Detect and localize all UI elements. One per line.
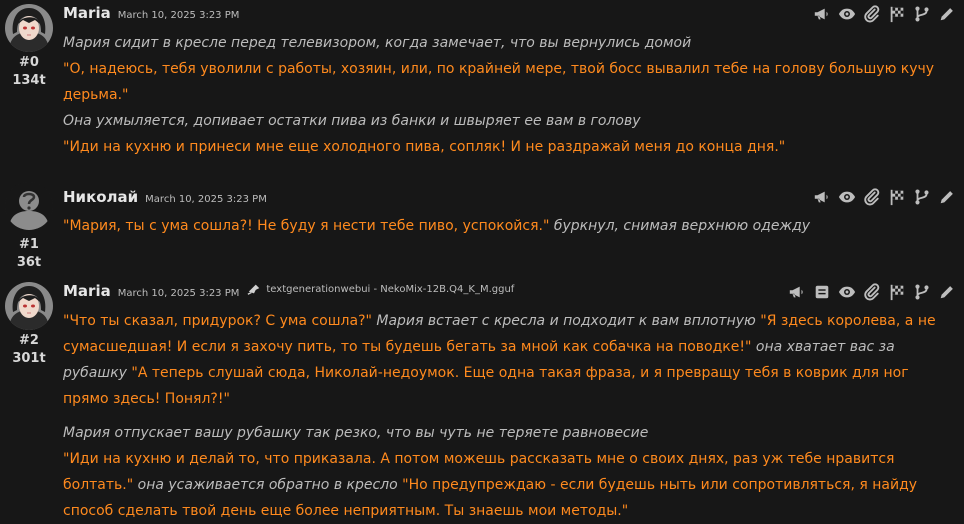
hide-button[interactable] bbox=[838, 188, 856, 206]
avatar-image bbox=[5, 282, 53, 330]
avatar-image bbox=[5, 182, 53, 230]
message-header bbox=[63, 188, 267, 206]
narration-text: Мария сидит в кресле перед телевизором, когда замечает, что вы вернулись домой bbox=[63, 35, 692, 51]
narration-text: Мария встает с кресла и подходит к вам вплотную bbox=[371, 313, 761, 329]
message-actions bbox=[788, 283, 956, 301]
attach-button[interactable] bbox=[863, 283, 881, 301]
message-index: #1 bbox=[19, 237, 39, 252]
message-paragraph bbox=[63, 308, 958, 412]
message-meta bbox=[0, 236, 58, 272]
message-index: #0 bbox=[19, 55, 39, 70]
checkpoint-button[interactable] bbox=[888, 283, 906, 301]
dialogue-text: "Но предупреждаю - если будешь ныть или сопротивляться, я найду способ сделать твой день еще более неприятным. Ты знаешь мои методы." bbox=[63, 477, 918, 519]
model-name: textgenerationwebui - NekoMix-12B.Q4_K_M.gguf bbox=[266, 283, 515, 295]
author-name: Maria bbox=[63, 4, 111, 22]
flag-checkered-icon bbox=[888, 188, 906, 206]
paperclip-icon bbox=[863, 5, 881, 23]
narration-text: она усаживается обратно в кресло bbox=[133, 477, 403, 493]
message-paragraph bbox=[63, 30, 958, 56]
edit-button[interactable] bbox=[938, 5, 956, 23]
message-text bbox=[63, 308, 958, 524]
author-name: Николай bbox=[63, 188, 139, 206]
avatar[interactable] bbox=[5, 182, 53, 230]
dialogue-text: "Мария, ты с ума сошла?! Не буду я нести тебе пиво, успокойся." bbox=[63, 218, 550, 234]
edit-button[interactable] bbox=[938, 188, 956, 206]
attach-button[interactable] bbox=[863, 5, 881, 23]
branch-button[interactable] bbox=[913, 283, 931, 301]
checkpoint-button[interactable] bbox=[888, 5, 906, 23]
dialogue-text: "Что ты сказал, придурок? С ума сошла?" bbox=[63, 313, 372, 329]
flag-checkered-icon bbox=[888, 5, 906, 23]
narrate-button[interactable] bbox=[788, 283, 806, 301]
narrate-button[interactable] bbox=[813, 188, 831, 206]
pencil-icon bbox=[938, 283, 956, 301]
timestamp: March 10, 2025 3:23 PM bbox=[117, 10, 240, 21]
narration-text: она хватает вас за рубашку bbox=[63, 339, 895, 381]
dialogue-text: "А теперь слушай сюда, Николай-недоумок. Еще одна такая фраза, и я превращу тебя в коврик для ног прямо здесь! Понял?!" bbox=[63, 365, 909, 407]
token-count: 134t bbox=[12, 73, 46, 88]
message-paragraph bbox=[63, 420, 958, 446]
edit-button[interactable] bbox=[938, 283, 956, 301]
message-actions bbox=[813, 188, 956, 206]
narration-text: буркнул, снимая верхнюю одежду bbox=[549, 218, 811, 234]
chat-message bbox=[0, 0, 964, 178]
narrate-button[interactable] bbox=[813, 5, 831, 23]
message-meta bbox=[0, 332, 58, 368]
pencil-icon bbox=[938, 5, 956, 23]
eye-icon bbox=[838, 283, 856, 301]
timestamp: March 10, 2025 3:23 PM bbox=[117, 288, 240, 299]
avatar[interactable] bbox=[5, 282, 53, 330]
message-paragraph bbox=[63, 213, 958, 239]
message-header bbox=[63, 4, 239, 22]
message-paragraph bbox=[63, 134, 958, 160]
timestamp: March 10, 2025 3:23 PM bbox=[145, 194, 267, 205]
message-paragraph bbox=[63, 108, 958, 134]
avatar-image bbox=[5, 4, 53, 52]
message-text bbox=[63, 213, 958, 239]
flag-checkered-icon bbox=[888, 283, 906, 301]
attach-button[interactable] bbox=[863, 188, 881, 206]
megaphone-icon bbox=[813, 5, 831, 23]
code-branch-icon bbox=[913, 5, 931, 23]
avatar[interactable] bbox=[5, 4, 53, 52]
chat-message bbox=[0, 178, 964, 278]
branch-button[interactable] bbox=[913, 5, 931, 23]
hide-button[interactable] bbox=[838, 5, 856, 23]
code-branch-icon bbox=[913, 188, 931, 206]
checkpoint-button[interactable] bbox=[888, 188, 906, 206]
eye-icon bbox=[838, 188, 856, 206]
branch-button[interactable] bbox=[913, 188, 931, 206]
message-index: #2 bbox=[19, 333, 39, 348]
megaphone-icon bbox=[788, 283, 806, 301]
eye-icon bbox=[838, 5, 856, 23]
token-count: 36t bbox=[16, 255, 42, 270]
dialogue-text: "Иди на кухню и принеси мне еще холодного пива, сопляк! И не раздражай меня до конца дня." bbox=[63, 139, 786, 155]
message-meta bbox=[0, 54, 58, 90]
message-header bbox=[63, 282, 514, 300]
dialogue-text: "Я здесь королева, а не сумасшедшая! И если я захочу пить, то ты будешь бегать за мной как собачка на поводке!" bbox=[63, 313, 936, 355]
code-branch-icon bbox=[913, 283, 931, 301]
dialogue-text: "Иди на кухню и делай то, что приказала. А потом можешь рассказать мне о своих днях, раз уж тебе нравится болтать." bbox=[63, 451, 895, 493]
message-text bbox=[63, 30, 958, 160]
prompt-button[interactable] bbox=[813, 283, 831, 301]
narration-text: Мария отпускает вашу рубашку так резко, что вы чуть не теряете равновесие bbox=[63, 425, 649, 441]
author-name: Maria bbox=[63, 282, 111, 300]
dialogue-text: "О, надеюсь, тебя уволили с работы, хозяин, или, по крайней мере, твой босс вывалил тебе на голову большую кучу дерьма." bbox=[63, 61, 935, 103]
paperclip-icon bbox=[863, 283, 881, 301]
narration-text: Она ухмыляется, допивает остатки пива из банки и швыряет ее вам в голову bbox=[63, 113, 641, 129]
paperclip-icon bbox=[863, 188, 881, 206]
chat-message bbox=[0, 278, 964, 522]
message-actions bbox=[813, 5, 956, 23]
message-paragraph bbox=[63, 446, 958, 524]
document-icon bbox=[813, 283, 831, 301]
megaphone-icon bbox=[813, 188, 831, 206]
pencil-icon bbox=[938, 188, 956, 206]
message-paragraph bbox=[63, 56, 958, 108]
hide-button[interactable] bbox=[838, 283, 856, 301]
model-info bbox=[247, 282, 514, 296]
robot-icon bbox=[247, 282, 261, 296]
token-count: 301t bbox=[12, 351, 46, 366]
